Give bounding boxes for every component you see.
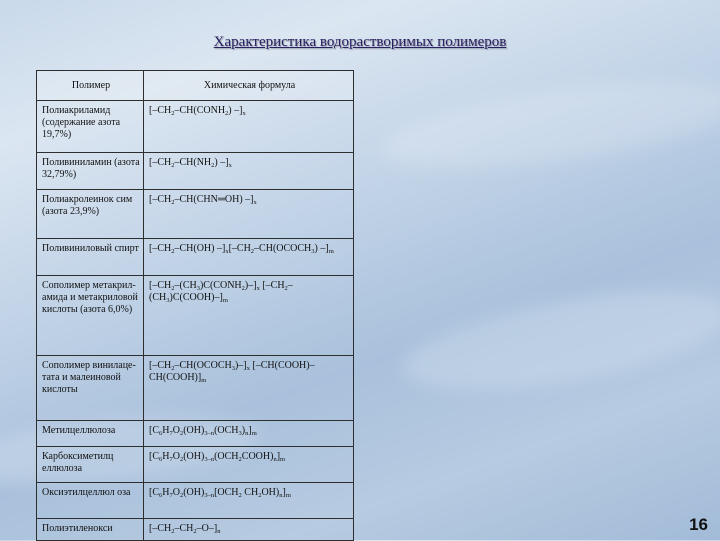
table-row: [37, 101, 354, 153]
polymer-name-cell: Сополимер метакрил-амида и метакриловой кислоты (азота 6,0%): [37, 276, 144, 356]
table-row: [37, 153, 354, 190]
chemical-formula-cell: $[-CH_2-(CH_3)C(CONH_2)-]_x$ $[-CH_2-(CH_3)C(COOH)-]_m$: [144, 276, 354, 356]
table-row: [37, 519, 354, 541]
chemical-formula-cell: $[-CH_2-CH(OCOCH_3)-]_x$ $[-CH(COOH)-CH(COOH)]_m$: [144, 356, 354, 421]
background-streak: [377, 65, 720, 184]
chemical-formula-cell: $[-CH_2-CH_2-O-]_n$: [144, 519, 354, 541]
column-header-formula: Химическая формула: [144, 71, 354, 101]
polymer-name-cell: Поливиниламин (азота 32,79%): [37, 153, 144, 190]
polymer-name-cell: Полиакриламид (содержание азота 19,7%): [37, 101, 144, 153]
table-row: [37, 447, 354, 483]
table-row: [37, 190, 354, 239]
table-row: [37, 421, 354, 447]
chemical-formula-cell: [$-CH_2-CH(OH)$ $-]_x[-CH_2-CH(OCOCH_3)$ $-]_m$: [144, 239, 354, 276]
background-streak: [396, 272, 720, 408]
chemical-formula-cell: [$-CH_2-CH(NH_2)$ $-]_x$: [144, 153, 354, 190]
polymer-name-cell: Сополимер винилаце-тата и малеиновой кислоты: [37, 356, 144, 421]
polymer-name-cell: Метилцеллюлоза: [37, 421, 144, 447]
table-header-row: [37, 71, 354, 101]
column-header-polymer: Полимер: [37, 71, 144, 101]
table-row: [37, 356, 354, 421]
table-row: [37, 239, 354, 276]
polymer-table: [36, 70, 354, 541]
chemical-formula-cell: [$-CH_2-CH(CONH_2)$ $-]_x$: [144, 101, 354, 153]
polymer-name-cell: Карбоксиметилц еллюлоза: [37, 447, 144, 483]
table-row: [37, 483, 354, 519]
page-title: Характеристика водорастворимых полимеров: [213, 34, 507, 50]
polymer-name-cell: Полиакролеинок сим (азота 23,9%): [37, 190, 144, 239]
chemical-formula-cell: [$C_6H_7O_2(OH)_{3-n}[OCH_2$ $CH_2OH)_n]_m$: [144, 483, 354, 519]
chemical-formula-cell: $[C_6H_7O_2(OH)_{3-n}(OCH_2COOH)_n]_m$: [144, 447, 354, 483]
page-number: 16: [689, 515, 708, 534]
polymer-name-cell: Оксиэтилцеллюл оза: [37, 483, 144, 519]
polymer-name-cell: Поливиниловый спирт: [37, 239, 144, 276]
chemical-formula-cell: $[C_6H_7O_2(OH)_{3-n}(OCH_3)_n]_m$: [144, 421, 354, 447]
chemical-formula-cell: [$-CH_2-CH(CHN═OH)$ $-]_x$: [144, 190, 354, 239]
polymer-name-cell: Полиэтиленокси: [37, 519, 144, 541]
table-row: [37, 276, 354, 356]
